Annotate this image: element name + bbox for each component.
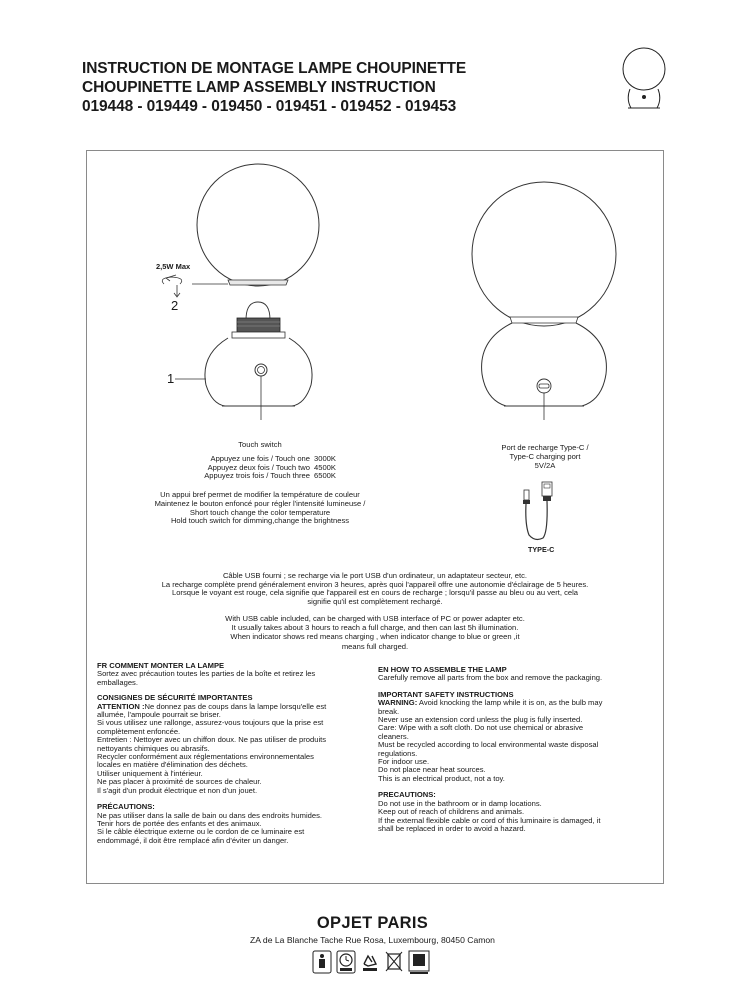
fr-safety-line: allumée, l'ampoule pourrait se briser. bbox=[97, 710, 221, 720]
en-warning-label: WARNING: bbox=[378, 698, 418, 708]
en-safety-line: Care: Wipe with a soft cloth. Do not use chemical or abrasive bbox=[378, 723, 584, 733]
fr-safety-line: ATTENTION :Ne donnez pas de coups dans la lampe lorsqu'elle est bbox=[97, 701, 327, 711]
fr-precaution-line: Ne pas utiliser dans la salle de bain ou dans des endroits humides. bbox=[97, 810, 322, 820]
en-safety-heading: IMPORTANT SAFETY INSTRUCTIONS bbox=[378, 689, 514, 699]
en-precaution-line: If the external flexible cable or cord of this luminaire is damaged, it bbox=[378, 815, 601, 825]
en-safety-line: WARNING: Avoid knocking the lamp while it is on, as the bulb may bbox=[378, 698, 603, 708]
fr-safety-line: Utiliser uniquement à l'intérieur. bbox=[97, 768, 203, 778]
usb-info-line: It usually takes about 3 hours to reach a full charge, and then can last 5h illumination. bbox=[231, 623, 519, 633]
usb-info-fr bbox=[90, 572, 660, 606]
en-safety-line: For indoor use. bbox=[378, 757, 430, 767]
en-safety-line: This is an electrical product, not a toy. bbox=[378, 773, 505, 783]
fr-safety-line: Recycler conformément aux réglementations environnementales bbox=[97, 752, 314, 762]
touch-mode-label: Appuyez une fois / Touch one bbox=[210, 454, 310, 463]
triman-icon bbox=[408, 950, 430, 976]
fr-heading: FR COMMENT MONTER LA LAMPE bbox=[97, 661, 225, 670]
fr-precautions-heading: PRÉCAUTIONS: bbox=[97, 802, 155, 812]
fr-precaution-line: endommagé, il doit être remplacé afin d'éviter un danger. bbox=[97, 835, 289, 845]
touch-modes-table bbox=[160, 455, 360, 481]
touch-notes bbox=[110, 491, 410, 526]
usb-info-line: When indicator shows red means charging , when indicator change to blue or green ,it bbox=[230, 632, 520, 642]
touch-mode-row bbox=[160, 472, 360, 481]
touch-switch-label: Touch switch bbox=[238, 440, 282, 449]
touch-mode-value: 6500K bbox=[314, 471, 336, 481]
fr-safety-line: Si vous utilisez une rallonge, assurez-vous toujours que la prise est bbox=[97, 718, 324, 728]
reference-numbers: 019448 - 019449 - 019450 - 019451 - 019452 - 019453 bbox=[82, 98, 457, 115]
usb-cable-icon bbox=[515, 480, 565, 546]
usb-info-line: With USB cable included, can be charged with USB interface of PC or power adapter etc. bbox=[225, 614, 525, 623]
clock-icon bbox=[336, 950, 356, 974]
usb-info-line: Lorsque le voyant est rouge, cela signifie que l'appareil est en cours de recharge ; lorsqu'il passe au bleu ou au vert, cela bbox=[171, 588, 579, 598]
usb-info-line: means full charged. bbox=[341, 641, 409, 651]
weee-bin-icon bbox=[384, 950, 404, 974]
usb-info-line: Câble USB fourni ; se recharge via le port USB d'un ordinateur, un adaptateur secteur, etc. bbox=[222, 571, 528, 580]
title-en: CHOUPINETTE LAMP ASSEMBLY INSTRUCTION bbox=[82, 79, 436, 96]
lamp-thumbnail-icon bbox=[618, 44, 674, 120]
fr-safety-line: nettoyants chimiques ou abrasifs. bbox=[97, 743, 210, 753]
touch-mode-label: Appuyez trois fois / Touch three bbox=[204, 471, 310, 481]
en-section bbox=[378, 666, 602, 833]
en-heading: EN HOW TO ASSEMBLE THE LAMP bbox=[378, 665, 507, 674]
title-fr: INSTRUCTION DE MONTAGE LAMPE CHOUPINETTE bbox=[82, 60, 467, 77]
fr-safety-line: Ne pas placer à proximité de sources de chaleur. bbox=[97, 777, 262, 787]
fr-section bbox=[97, 662, 326, 845]
touch-mode-value: 4500K bbox=[314, 462, 336, 472]
usb-info-line: signifie qu'il est complètement rechargé. bbox=[307, 596, 443, 606]
fr-safety-line: locales en matière d'élimination des déchets. bbox=[97, 760, 248, 770]
charging-port-line: Port de recharge Type-C / bbox=[501, 443, 589, 452]
en-precaution-line: Keep out of reach of childrens and animals. bbox=[378, 807, 525, 817]
fr-safety-line: Entretien : Nettoyer avec un chiffon doux. Ne pas utiliser de produits bbox=[97, 735, 327, 745]
en-safety-line: Never use an extension cord unless the plug is fully inserted. bbox=[378, 715, 583, 725]
en-safety-line: Must be recycled according to local environmental waste disposal bbox=[378, 740, 599, 750]
charging-port-line: Type-C charging port bbox=[509, 451, 581, 461]
company-address: ZA de La Blanche Tache Rue Rosa, Luxembourg, 80450 Camon bbox=[250, 935, 495, 945]
en-safety-line: Do not place near heat sources. bbox=[378, 765, 486, 775]
touch-note: Short touch change the color temperature bbox=[189, 507, 331, 517]
en-intro-line: Carefully remove all parts from the box and remove the packaging. bbox=[378, 673, 603, 683]
fr-safety-line: complètement enfoncée. bbox=[97, 726, 181, 736]
touch-note: Hold touch switch for dimming,change the brightness bbox=[170, 516, 350, 526]
compliance-icons bbox=[312, 950, 430, 976]
en-safety-line: break. bbox=[378, 706, 400, 716]
recycling-icon bbox=[360, 950, 380, 974]
step-1-label: 1 bbox=[167, 371, 175, 386]
fr-intro-line: emballages. bbox=[97, 677, 138, 687]
fr-safety-heading: CONSIGNES DE SÉCURITÉ IMPORTANTES bbox=[97, 693, 253, 703]
en-precautions-heading: PRECAUTIONS: bbox=[378, 790, 436, 800]
usb-info-en bbox=[90, 614, 660, 651]
en-safety-line: regulations. bbox=[378, 748, 418, 758]
indoor-use-icon bbox=[312, 950, 332, 974]
fr-precaution-line: Tenir hors de portée des enfants et des animaux. bbox=[97, 818, 262, 828]
fr-safety-line: Il s'agit d'un produit électrique et non d'un jouet. bbox=[97, 785, 258, 795]
step-2-label: 2 bbox=[171, 298, 179, 313]
fr-precaution-line: Si le câble électrique externe ou le cordon de ce luminaire est bbox=[97, 827, 305, 837]
bulb-wattage-label: 2,5W Max bbox=[156, 262, 191, 271]
touch-note: Maintenez le bouton enfoncé pour régler l'intensité lumineuse / bbox=[154, 498, 366, 508]
fr-intro-line: Sortez avec précaution toutes les parties de la boîte et retirez les bbox=[97, 669, 316, 679]
touch-mode-label: Appuyez deux fois / Touch two bbox=[207, 462, 310, 472]
charging-port-line: 5V/2A bbox=[534, 460, 556, 470]
en-precaution-line: shall be replaced in order to avoid a hazard. bbox=[378, 823, 526, 833]
touch-mode-value: 3000K bbox=[314, 454, 336, 463]
lamp-assembled-diagram bbox=[460, 160, 630, 420]
touch-note: Un appui bref permet de modifier la température de couleur bbox=[160, 490, 360, 499]
charging-port-label bbox=[470, 444, 620, 470]
en-precaution-line: Do not use in the bathroom or in damp locations. bbox=[378, 798, 542, 808]
type-c-label: TYPE-C bbox=[528, 545, 555, 554]
usb-info-line: La recharge complète prend généralement environ 3 heures, après quoi l'appareil offre une autonomie d'éclairage de 5 heures. bbox=[161, 579, 589, 589]
brand-name: OPJET PARIS bbox=[316, 914, 429, 932]
fr-attention-label: ATTENTION : bbox=[97, 701, 145, 711]
en-safety-line: cleaners. bbox=[378, 731, 409, 741]
